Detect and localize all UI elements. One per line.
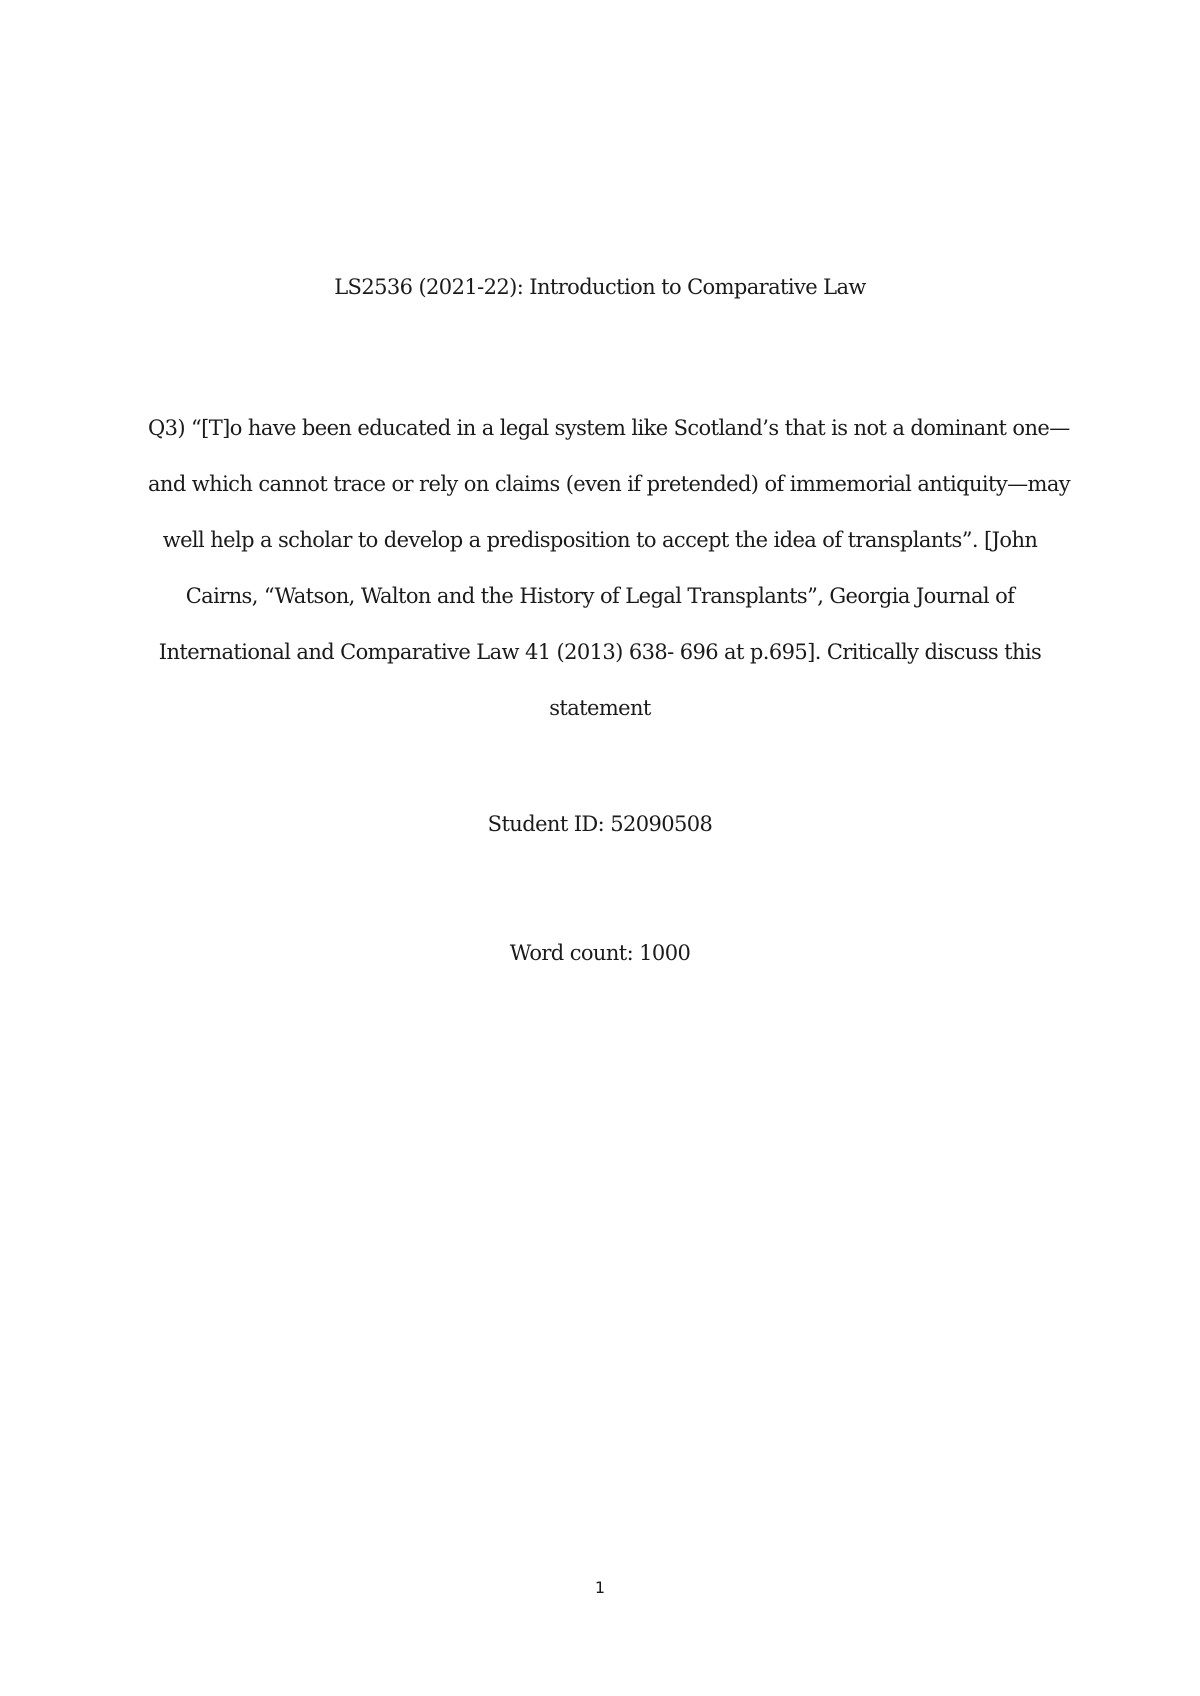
page-number: 1 xyxy=(594,1578,606,1597)
question-line-4: Cairns, “Watson, Walton and the History of Legal Transplants”, Georgia Journal of xyxy=(185,584,1015,608)
document-title: LS2536 (2021-22): Introduction to Comparative Law xyxy=(334,275,866,299)
word-count: Word count: 1000 xyxy=(509,941,691,965)
question-paragraph xyxy=(148,400,1071,736)
student-id: Student ID: 52090508 xyxy=(487,812,713,836)
question-line-3: well help a scholar to develop a predisposition to accept the idea of transplants”. [John xyxy=(162,528,1038,552)
question-line-5: International and Comparative Law 41 (2013) 638- 696 at p.695]. Critically discuss this xyxy=(158,640,1042,664)
question-line-6: statement xyxy=(549,696,651,720)
question-line-2: and which cannot trace or rely on claims (even if pretended) of immemorial antiquity—may xyxy=(148,472,1071,496)
question-line-1: Q3) “[T]o have been educated in a legal system like Scotland’s that is not a dominant one— xyxy=(148,416,1070,440)
